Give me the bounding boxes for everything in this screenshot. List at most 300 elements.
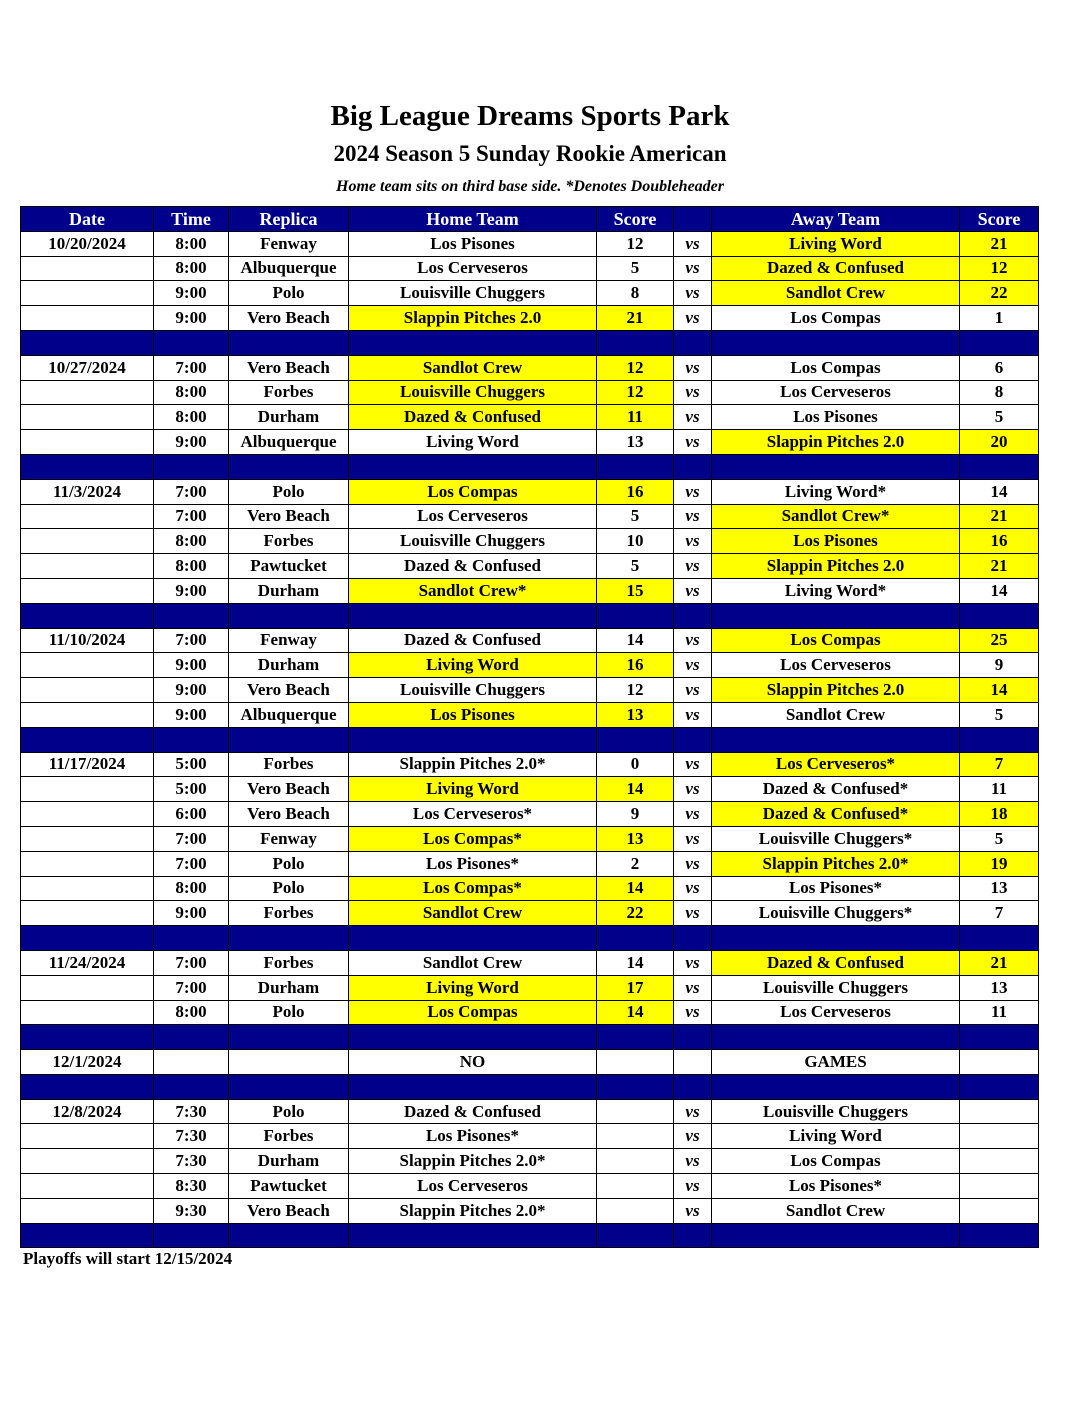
- separator-cell: [349, 926, 597, 951]
- vs-cell: vs: [674, 802, 712, 827]
- time-cell: 9:00: [154, 653, 229, 678]
- separator-cell: [229, 1074, 349, 1099]
- time-cell: 8:00: [154, 1000, 229, 1025]
- away-score-cell: 11: [960, 1000, 1039, 1025]
- home-score-cell: 10: [597, 529, 674, 554]
- home-team-cell: Sandlot Crew*: [349, 578, 597, 603]
- game-row: [21, 1000, 1039, 1025]
- date-cell: [21, 876, 154, 901]
- time-cell: 9:30: [154, 1198, 229, 1223]
- page-note: Home team sits on third base side. *Denotes Doubleheader: [336, 178, 724, 195]
- away-score-cell: [960, 1124, 1039, 1149]
- separator-cell: [21, 926, 154, 951]
- replica-cell: Polo: [229, 876, 349, 901]
- home-score-cell: 5: [597, 504, 674, 529]
- away-score-cell: 22: [960, 281, 1039, 306]
- separator-cell: [674, 1223, 712, 1248]
- game-row: [21, 578, 1039, 603]
- separator-row: [21, 1025, 1039, 1050]
- home-team-cell: Slappin Pitches 2.0: [349, 306, 597, 331]
- away-score-cell: 18: [960, 802, 1039, 827]
- game-row: [21, 777, 1039, 802]
- home-score-cell: 12: [597, 231, 674, 256]
- date-cell: [21, 653, 154, 678]
- home-team-cell: Los Pisones*: [349, 851, 597, 876]
- game-row: [21, 826, 1039, 851]
- replica-cell: Albuquerque: [229, 256, 349, 281]
- home-score-cell: 17: [597, 975, 674, 1000]
- date-cell: 12/1/2024: [21, 1050, 154, 1075]
- separator-cell: [674, 1025, 712, 1050]
- game-row: [21, 1124, 1039, 1149]
- away-team-cell: Louisville Chuggers: [712, 1099, 960, 1124]
- replica-cell: Forbes: [229, 752, 349, 777]
- separator-cell: [349, 727, 597, 752]
- away-score-cell: [960, 1198, 1039, 1223]
- separator-cell: [960, 330, 1039, 355]
- separator-cell: [960, 1074, 1039, 1099]
- away-team-cell: Louisville Chuggers*: [712, 826, 960, 851]
- separator-cell: [712, 330, 960, 355]
- separator-cell: [674, 727, 712, 752]
- separator-cell: [154, 330, 229, 355]
- home-score-cell: 13: [597, 826, 674, 851]
- separator-cell: [597, 330, 674, 355]
- col-header-home-score: Score: [597, 207, 674, 232]
- vs-cell: vs: [674, 504, 712, 529]
- separator-cell: [349, 603, 597, 628]
- away-team-cell: Slappin Pitches 2.0: [712, 678, 960, 703]
- col-header-away-team: Away Team: [712, 207, 960, 232]
- away-score-cell: 20: [960, 430, 1039, 455]
- time-cell: 7:00: [154, 950, 229, 975]
- header-row: [21, 207, 1039, 232]
- separator-cell: [154, 926, 229, 951]
- replica-cell: Vero Beach: [229, 678, 349, 703]
- vs-cell: vs: [674, 975, 712, 1000]
- game-row: [21, 1050, 1039, 1075]
- vs-cell: vs: [674, 1099, 712, 1124]
- away-team-cell: Los Cerveseros: [712, 380, 960, 405]
- away-team-cell: Dazed & Confused*: [712, 802, 960, 827]
- away-team-cell: Los Compas: [712, 1149, 960, 1174]
- home-team-cell: Slappin Pitches 2.0*: [349, 752, 597, 777]
- separator-row: [21, 926, 1039, 951]
- time-cell: 9:00: [154, 578, 229, 603]
- time-cell: 7:00: [154, 826, 229, 851]
- time-cell: 9:00: [154, 281, 229, 306]
- home-team-cell: Louisville Chuggers: [349, 281, 597, 306]
- time-cell: 8:00: [154, 380, 229, 405]
- game-row: [21, 306, 1039, 331]
- game-row: [21, 901, 1039, 926]
- home-team-cell: Dazed & Confused: [349, 1099, 597, 1124]
- home-team-cell: Living Word: [349, 430, 597, 455]
- home-team-cell: Living Word: [349, 777, 597, 802]
- home-score-cell: 12: [597, 355, 674, 380]
- home-score-cell: 16: [597, 479, 674, 504]
- vs-cell: vs: [674, 678, 712, 703]
- home-team-cell: Sandlot Crew: [349, 901, 597, 926]
- separator-row: [21, 1223, 1039, 1248]
- home-team-cell: NO: [349, 1050, 597, 1075]
- date-cell: [21, 702, 154, 727]
- vs-cell: vs: [674, 826, 712, 851]
- away-team-cell: Louisville Chuggers*: [712, 901, 960, 926]
- replica-cell: Polo: [229, 479, 349, 504]
- replica-cell: Polo: [229, 1000, 349, 1025]
- away-team-cell: Living Word*: [712, 479, 960, 504]
- home-team-cell: Los Cerveseros: [349, 1174, 597, 1199]
- time-cell: 8:00: [154, 554, 229, 579]
- game-row: [21, 554, 1039, 579]
- separator-cell: [229, 727, 349, 752]
- away-team-cell: Sandlot Crew: [712, 702, 960, 727]
- time-cell: 8:00: [154, 405, 229, 430]
- separator-cell: [712, 1025, 960, 1050]
- game-row: [21, 355, 1039, 380]
- away-team-cell: Slappin Pitches 2.0*: [712, 851, 960, 876]
- home-score-cell: 9: [597, 802, 674, 827]
- vs-cell: vs: [674, 950, 712, 975]
- home-score-cell: 13: [597, 430, 674, 455]
- away-team-cell: Los Compas: [712, 355, 960, 380]
- time-cell: 8:30: [154, 1174, 229, 1199]
- time-cell: 7:00: [154, 504, 229, 529]
- away-team-cell: Sandlot Crew: [712, 281, 960, 306]
- separator-cell: [597, 1223, 674, 1248]
- vs-cell: vs: [674, 231, 712, 256]
- away-team-cell: Dazed & Confused: [712, 950, 960, 975]
- separator-cell: [229, 330, 349, 355]
- replica-cell: Durham: [229, 975, 349, 1000]
- col-header-replica: Replica: [229, 207, 349, 232]
- separator-cell: [674, 330, 712, 355]
- separator-cell: [21, 330, 154, 355]
- date-cell: 11/10/2024: [21, 628, 154, 653]
- home-score-cell: 12: [597, 678, 674, 703]
- away-score-cell: 21: [960, 554, 1039, 579]
- away-score-cell: 8: [960, 380, 1039, 405]
- away-score-cell: 14: [960, 479, 1039, 504]
- time-cell: 7:00: [154, 628, 229, 653]
- away-team-cell: Los Pisones*: [712, 1174, 960, 1199]
- home-team-cell: Living Word: [349, 653, 597, 678]
- game-row: [21, 1149, 1039, 1174]
- separator-cell: [960, 454, 1039, 479]
- away-score-cell: 25: [960, 628, 1039, 653]
- vs-cell: vs: [674, 1198, 712, 1223]
- home-score-cell: 14: [597, 1000, 674, 1025]
- vs-cell: vs: [674, 281, 712, 306]
- home-team-cell: Dazed & Confused: [349, 554, 597, 579]
- separator-cell: [154, 1223, 229, 1248]
- date-cell: [21, 802, 154, 827]
- replica-cell: Forbes: [229, 950, 349, 975]
- date-cell: [21, 851, 154, 876]
- vs-cell: vs: [674, 628, 712, 653]
- date-cell: [21, 405, 154, 430]
- time-cell: 8:00: [154, 876, 229, 901]
- vs-cell: vs: [674, 529, 712, 554]
- replica-cell: Vero Beach: [229, 1198, 349, 1223]
- vs-cell: vs: [674, 1174, 712, 1199]
- away-team-cell: Louisville Chuggers: [712, 975, 960, 1000]
- page-title: Big League Dreams Sports Park: [330, 100, 730, 132]
- date-cell: [21, 1198, 154, 1223]
- separator-cell: [674, 603, 712, 628]
- date-cell: [21, 975, 154, 1000]
- separator-cell: [21, 1025, 154, 1050]
- vs-cell: vs: [674, 430, 712, 455]
- away-score-cell: 14: [960, 678, 1039, 703]
- away-score-cell: 5: [960, 826, 1039, 851]
- replica-cell: Forbes: [229, 1124, 349, 1149]
- separator-cell: [154, 603, 229, 628]
- time-cell: 9:00: [154, 901, 229, 926]
- replica-cell: Fenway: [229, 628, 349, 653]
- away-score-cell: 21: [960, 950, 1039, 975]
- away-team-cell: Los Compas: [712, 306, 960, 331]
- separator-cell: [960, 926, 1039, 951]
- replica-cell: Durham: [229, 578, 349, 603]
- home-team-cell: Los Pisones: [349, 702, 597, 727]
- game-row: [21, 380, 1039, 405]
- game-row: [21, 256, 1039, 281]
- schedule-body: [21, 231, 1039, 1248]
- away-score-cell: [960, 1174, 1039, 1199]
- away-team-cell: Living Word*: [712, 578, 960, 603]
- replica-cell: Polo: [229, 1099, 349, 1124]
- away-team-cell: Los Compas: [712, 628, 960, 653]
- away-score-cell: 7: [960, 901, 1039, 926]
- time-cell: 5:00: [154, 777, 229, 802]
- separator-cell: [154, 1074, 229, 1099]
- date-cell: [21, 554, 154, 579]
- game-row: [21, 504, 1039, 529]
- away-team-cell: Living Word: [712, 1124, 960, 1149]
- vs-cell: vs: [674, 851, 712, 876]
- replica-cell: Polo: [229, 281, 349, 306]
- home-team-cell: Dazed & Confused: [349, 405, 597, 430]
- home-score-cell: 11: [597, 405, 674, 430]
- vs-cell: vs: [674, 876, 712, 901]
- separator-cell: [960, 727, 1039, 752]
- vs-cell: vs: [674, 1124, 712, 1149]
- separator-cell: [229, 454, 349, 479]
- replica-cell: [229, 1050, 349, 1075]
- date-cell: 10/27/2024: [21, 355, 154, 380]
- home-team-cell: Louisville Chuggers: [349, 678, 597, 703]
- separator-row: [21, 454, 1039, 479]
- game-row: [21, 281, 1039, 306]
- away-score-cell: 1: [960, 306, 1039, 331]
- home-team-cell: Sandlot Crew: [349, 950, 597, 975]
- home-team-cell: Slappin Pitches 2.0*: [349, 1149, 597, 1174]
- home-score-cell: [597, 1099, 674, 1124]
- time-cell: 8:00: [154, 231, 229, 256]
- home-score-cell: 5: [597, 256, 674, 281]
- separator-row: [21, 1074, 1039, 1099]
- date-cell: [21, 777, 154, 802]
- separator-cell: [712, 727, 960, 752]
- separator-cell: [21, 1074, 154, 1099]
- time-cell: 8:00: [154, 529, 229, 554]
- time-cell: [154, 1050, 229, 1075]
- replica-cell: Vero Beach: [229, 504, 349, 529]
- separator-cell: [349, 1223, 597, 1248]
- date-cell: 11/24/2024: [21, 950, 154, 975]
- separator-cell: [712, 603, 960, 628]
- home-score-cell: 15: [597, 578, 674, 603]
- home-team-cell: Los Compas: [349, 479, 597, 504]
- away-score-cell: [960, 1050, 1039, 1075]
- separator-cell: [349, 330, 597, 355]
- game-row: [21, 802, 1039, 827]
- away-team-cell: Living Word: [712, 231, 960, 256]
- home-score-cell: 14: [597, 950, 674, 975]
- replica-cell: Fenway: [229, 231, 349, 256]
- vs-cell: vs: [674, 380, 712, 405]
- date-cell: [21, 826, 154, 851]
- separator-cell: [349, 1074, 597, 1099]
- home-team-cell: Louisville Chuggers: [349, 380, 597, 405]
- away-score-cell: 13: [960, 876, 1039, 901]
- home-team-cell: Los Compas*: [349, 826, 597, 851]
- away-team-cell: Los Pisones*: [712, 876, 960, 901]
- home-score-cell: 16: [597, 653, 674, 678]
- separator-cell: [349, 454, 597, 479]
- game-row: [21, 405, 1039, 430]
- home-team-cell: Slappin Pitches 2.0*: [349, 1198, 597, 1223]
- replica-cell: Durham: [229, 653, 349, 678]
- vs-cell: vs: [674, 1149, 712, 1174]
- date-cell: [21, 306, 154, 331]
- game-row: [21, 975, 1039, 1000]
- home-score-cell: 12: [597, 380, 674, 405]
- game-row: [21, 430, 1039, 455]
- time-cell: 9:00: [154, 678, 229, 703]
- away-team-cell: Sandlot Crew: [712, 1198, 960, 1223]
- schedule-table: [20, 206, 1039, 1248]
- separator-cell: [154, 454, 229, 479]
- home-score-cell: 21: [597, 306, 674, 331]
- date-cell: [21, 380, 154, 405]
- separator-cell: [597, 1074, 674, 1099]
- vs-cell: vs: [674, 901, 712, 926]
- away-team-cell: Los Cerveseros: [712, 653, 960, 678]
- date-cell: [21, 1000, 154, 1025]
- game-row: [21, 1099, 1039, 1124]
- separator-cell: [712, 454, 960, 479]
- vs-cell: vs: [674, 578, 712, 603]
- game-row: [21, 1198, 1039, 1223]
- separator-cell: [229, 1223, 349, 1248]
- separator-cell: [154, 727, 229, 752]
- separator-cell: [21, 603, 154, 628]
- separator-cell: [597, 454, 674, 479]
- page-subtitle: 2024 Season 5 Sunday Rookie American: [333, 141, 727, 166]
- replica-cell: Albuquerque: [229, 702, 349, 727]
- away-score-cell: [960, 1149, 1039, 1174]
- time-cell: 7:00: [154, 975, 229, 1000]
- vs-cell: vs: [674, 256, 712, 281]
- separator-cell: [597, 603, 674, 628]
- time-cell: 7:00: [154, 851, 229, 876]
- col-header-vs: [674, 207, 712, 232]
- date-cell: [21, 678, 154, 703]
- home-team-cell: Louisville Chuggers: [349, 529, 597, 554]
- home-score-cell: 14: [597, 876, 674, 901]
- game-row: [21, 529, 1039, 554]
- away-score-cell: 7: [960, 752, 1039, 777]
- away-team-cell: GAMES: [712, 1050, 960, 1075]
- separator-cell: [349, 1025, 597, 1050]
- away-team-cell: Sandlot Crew*: [712, 504, 960, 529]
- away-score-cell: 13: [960, 975, 1039, 1000]
- replica-cell: Forbes: [229, 901, 349, 926]
- game-row: [21, 752, 1039, 777]
- replica-cell: Pawtucket: [229, 554, 349, 579]
- time-cell: 6:00: [154, 802, 229, 827]
- time-cell: 9:00: [154, 306, 229, 331]
- time-cell: 7:30: [154, 1099, 229, 1124]
- vs-cell: vs: [674, 777, 712, 802]
- away-score-cell: 14: [960, 578, 1039, 603]
- game-row: [21, 702, 1039, 727]
- separator-row: [21, 603, 1039, 628]
- away-score-cell: 5: [960, 405, 1039, 430]
- home-score-cell: 5: [597, 554, 674, 579]
- replica-cell: Forbes: [229, 380, 349, 405]
- vs-cell: vs: [674, 1000, 712, 1025]
- separator-cell: [674, 454, 712, 479]
- away-team-cell: Los Cerveseros*: [712, 752, 960, 777]
- separator-cell: [21, 454, 154, 479]
- separator-row: [21, 727, 1039, 752]
- date-cell: [21, 256, 154, 281]
- vs-cell: vs: [674, 702, 712, 727]
- separator-cell: [960, 1025, 1039, 1050]
- home-score-cell: 13: [597, 702, 674, 727]
- separator-cell: [960, 603, 1039, 628]
- away-score-cell: 12: [960, 256, 1039, 281]
- separator-cell: [229, 1025, 349, 1050]
- away-score-cell: 19: [960, 851, 1039, 876]
- away-team-cell: Los Cerveseros: [712, 1000, 960, 1025]
- home-score-cell: 14: [597, 628, 674, 653]
- away-score-cell: 16: [960, 529, 1039, 554]
- separator-cell: [21, 1223, 154, 1248]
- separator-cell: [229, 926, 349, 951]
- time-cell: 7:30: [154, 1149, 229, 1174]
- date-cell: 11/3/2024: [21, 479, 154, 504]
- away-team-cell: Los Pisones: [712, 529, 960, 554]
- replica-cell: Fenway: [229, 826, 349, 851]
- col-header-time: Time: [154, 207, 229, 232]
- away-score-cell: 11: [960, 777, 1039, 802]
- home-team-cell: Los Compas: [349, 1000, 597, 1025]
- home-score-cell: 8: [597, 281, 674, 306]
- away-score-cell: [960, 1099, 1039, 1124]
- separator-cell: [674, 1074, 712, 1099]
- away-team-cell: Slappin Pitches 2.0: [712, 554, 960, 579]
- time-cell: 9:00: [154, 702, 229, 727]
- game-row: [21, 1174, 1039, 1199]
- home-team-cell: Los Pisones*: [349, 1124, 597, 1149]
- away-team-cell: Slappin Pitches 2.0: [712, 430, 960, 455]
- game-row: [21, 479, 1039, 504]
